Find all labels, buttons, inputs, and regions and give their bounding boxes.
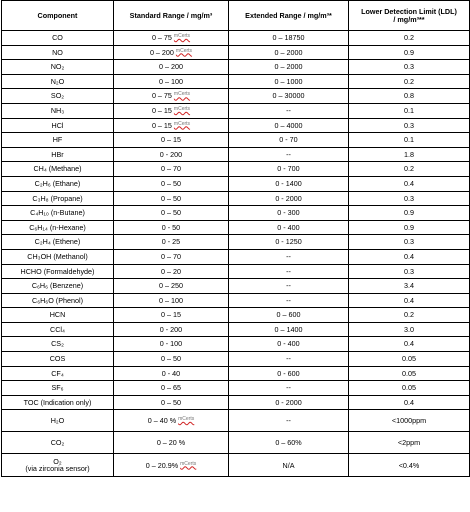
cell-standard — [114, 352, 229, 367]
cell-standard — [114, 103, 229, 118]
table-row — [2, 366, 470, 381]
mcerts-note: mCerts — [173, 33, 191, 40]
cell-extended: -- — [229, 352, 349, 367]
table-row — [2, 235, 470, 250]
table-row — [2, 176, 470, 191]
cell-component: C₃H₈ (Propane) — [2, 191, 114, 206]
cell-component: SF₆ — [2, 381, 114, 396]
cell-component: CH₃OH (Methanol) — [2, 249, 114, 264]
standard-value: 0 - 200 — [159, 324, 183, 334]
cell-component: C₂H₆ (Ethane) — [2, 176, 114, 191]
table-row — [2, 191, 470, 206]
standard-value: 0 – 70 — [161, 251, 181, 261]
standard-value: 0 – 15 — [151, 120, 172, 130]
standard-value: 0 – 50 — [161, 208, 181, 218]
table-row — [2, 89, 470, 104]
standard-value: 0 – 15 — [161, 310, 181, 320]
cell-standard — [114, 308, 229, 323]
standard-value: 0 – 20 — [161, 266, 181, 276]
header-row — [2, 1, 470, 31]
mcerts-note: mCerts — [180, 460, 197, 467]
table-row — [2, 395, 470, 410]
cell-ldl: 0.3 — [349, 118, 470, 133]
cell-extended: 0 - 1250 — [229, 235, 349, 250]
cell-component: HBr — [2, 147, 114, 162]
cell-extended: 0 - 400 — [229, 337, 349, 352]
component-o2: O₂ — [53, 456, 62, 466]
cell-component: CH₄ (Methane) — [2, 162, 114, 177]
table-row — [2, 206, 470, 221]
standard-value: 0 – 50 — [161, 193, 181, 203]
table-row — [2, 60, 470, 75]
standard-value: 0 – 100 — [159, 295, 183, 305]
cell-extended: 0 - 600 — [229, 366, 349, 381]
cell-standard — [114, 45, 229, 60]
cell-extended: 0 - 70 — [229, 133, 349, 148]
cell-component: CO₂ — [2, 432, 114, 454]
cell-extended: -- — [229, 410, 349, 432]
cell-ldl: 0.9 — [349, 206, 470, 221]
standard-value: 0 - 50 — [161, 222, 181, 232]
cell-extended: 0 – 1000 — [229, 74, 349, 89]
mcerts-note: mCerts — [173, 105, 191, 112]
cell-component: H₂O — [2, 410, 114, 432]
mcerts-note: mCerts — [178, 416, 195, 423]
cell-extended: 0 – 60% — [229, 432, 349, 454]
cell-standard — [114, 220, 229, 235]
cell-standard — [114, 31, 229, 46]
cell-extended: 0 - 1400 — [229, 176, 349, 191]
cell-component: SO₂ — [2, 89, 114, 104]
cell-extended: -- — [229, 147, 349, 162]
cell-extended: 0 - 400 — [229, 220, 349, 235]
cell-standard — [114, 432, 229, 454]
cell-component: CF₄ — [2, 366, 114, 381]
cell-extended: 0 - 2000 — [229, 395, 349, 410]
cell-ldl: 0.4 — [349, 395, 470, 410]
cell-component: NO₂ — [2, 60, 114, 75]
table-row — [2, 381, 470, 396]
cell-component: HCl — [2, 118, 114, 133]
standard-value: 0 – 70 — [161, 164, 181, 174]
cell-component: CCl₄ — [2, 322, 114, 337]
standard-value: 0 – 100 — [159, 76, 183, 86]
cell-ldl: 0.3 — [349, 235, 470, 250]
cell-extended: -- — [229, 381, 349, 396]
standard-value: 0 – 40 % — [147, 416, 177, 426]
cell-extended: 0 – 600 — [229, 308, 349, 323]
cell-standard — [114, 162, 229, 177]
standard-value: 0 – 15 — [151, 105, 172, 115]
cell-ldl: 3.4 — [349, 279, 470, 294]
cell-extended: 0 – 30000 — [229, 89, 349, 104]
cell-ldl: 0.9 — [349, 45, 470, 60]
cell-standard — [114, 293, 229, 308]
standard-value: 0 – 15 — [161, 135, 181, 145]
gas-range-table — [1, 0, 470, 477]
cell-extended: 0 – 18750 — [229, 31, 349, 46]
cell-component: NO — [2, 45, 114, 60]
cell-standard — [114, 279, 229, 294]
standard-value: 0 – 50 — [161, 354, 181, 364]
table-row — [2, 308, 470, 323]
cell-extended: -- — [229, 103, 349, 118]
cell-component: HCN — [2, 308, 114, 323]
cell-standard — [114, 191, 229, 206]
mcerts-note: mCerts — [173, 120, 191, 127]
cell-component: C₆H₁₄ (n-Hexane) — [2, 220, 114, 235]
cell-ldl: 0.05 — [349, 366, 470, 381]
cell-ldl: 0.3 — [349, 60, 470, 75]
cell-standard — [114, 381, 229, 396]
cell-component: HCHO (Formaldehyde) — [2, 264, 114, 279]
cell-standard — [114, 118, 229, 133]
table-row — [2, 352, 470, 367]
cell-extended: -- — [229, 249, 349, 264]
table-row — [2, 279, 470, 294]
cell-extended: 0 - 2000 — [229, 191, 349, 206]
cell-standard — [114, 395, 229, 410]
table-row — [2, 432, 470, 454]
cell-component — [2, 454, 114, 477]
cell-component: C₂H₄ (Ethene) — [2, 235, 114, 250]
cell-ldl: 1.8 — [349, 147, 470, 162]
cell-ldl: 0.05 — [349, 352, 470, 367]
table-row — [2, 322, 470, 337]
cell-standard — [114, 235, 229, 250]
table-row — [2, 74, 470, 89]
cell-ldl: 0.1 — [349, 103, 470, 118]
table-row — [2, 162, 470, 177]
cell-ldl: 0.2 — [349, 31, 470, 46]
standard-value: 0 – 200 — [149, 47, 174, 57]
table-row — [2, 293, 470, 308]
cell-extended: 0 - 700 — [229, 162, 349, 177]
table-row — [2, 410, 470, 432]
cell-ldl: <1000ppm — [349, 410, 470, 432]
standard-value: 0 - 200 — [159, 149, 183, 159]
cell-ldl: 0.4 — [349, 249, 470, 264]
cell-standard — [114, 410, 229, 432]
cell-standard — [114, 206, 229, 221]
cell-standard — [114, 89, 229, 104]
cell-extended: -- — [229, 279, 349, 294]
cell-standard — [114, 366, 229, 381]
cell-ldl: 0.3 — [349, 191, 470, 206]
cell-ldl: 0.4 — [349, 337, 470, 352]
standard-value: 0 – 20.9% — [145, 460, 179, 470]
cell-standard — [114, 249, 229, 264]
table-row — [2, 264, 470, 279]
cell-standard — [114, 133, 229, 148]
cell-extended: 0 – 2000 — [229, 45, 349, 60]
cell-standard — [114, 454, 229, 477]
standard-value: 0 – 75 — [151, 91, 172, 101]
standard-value: 0 – 250 — [159, 281, 183, 291]
cell-component: CS₂ — [2, 337, 114, 352]
cell-ldl: 0.9 — [349, 220, 470, 235]
cell-standard — [114, 337, 229, 352]
standard-value: 0 - 25 — [161, 237, 181, 247]
cell-extended: 0 - 300 — [229, 206, 349, 221]
cell-component: HF — [2, 133, 114, 148]
table-row — [2, 118, 470, 133]
table-row — [2, 147, 470, 162]
header-ldl-line1: Lower Detection Limit (LDL) — [361, 6, 457, 16]
table-row — [2, 103, 470, 118]
cell-extended: 0 – 1400 — [229, 322, 349, 337]
header-ldl-line2: / mg/m³** — [393, 14, 425, 24]
cell-ldl: 0.3 — [349, 264, 470, 279]
standard-value: 0 – 65 — [161, 383, 181, 393]
cell-component: C₆H₆ (Benzene) — [2, 279, 114, 294]
cell-ldl: 0.8 — [349, 89, 470, 104]
standard-value: 0 – 75 — [151, 33, 172, 43]
cell-component: TOC (Indication only) — [2, 395, 114, 410]
mcerts-note: mCerts — [175, 47, 193, 54]
cell-ldl: 0.2 — [349, 74, 470, 89]
cell-ldl: 0.1 — [349, 133, 470, 148]
cell-ldl: 0.2 — [349, 308, 470, 323]
standard-value: 0 - 100 — [159, 339, 183, 349]
mcerts-note: mCerts — [173, 91, 191, 98]
cell-component: NH₃ — [2, 103, 114, 118]
table-row — [2, 337, 470, 352]
table-row — [2, 220, 470, 235]
cell-component: C₆H₆O (Phenol) — [2, 293, 114, 308]
standard-value: 0 – 50 — [161, 178, 181, 188]
table-row — [2, 31, 470, 46]
table-row-o2 — [2, 454, 470, 477]
cell-standard — [114, 264, 229, 279]
cell-ldl: <2ppm — [349, 432, 470, 454]
standard-value: 0 – 200 — [159, 62, 183, 72]
table-body — [2, 31, 470, 477]
table-row — [2, 249, 470, 264]
cell-extended: 0 – 4000 — [229, 118, 349, 133]
cell-standard — [114, 74, 229, 89]
cell-ldl: 0.05 — [349, 381, 470, 396]
cell-ldl: <0.4% — [349, 454, 470, 477]
cell-ldl: 0.4 — [349, 176, 470, 191]
component-o2-note: (via zirconia sensor) — [25, 464, 90, 474]
cell-component: N₂O — [2, 74, 114, 89]
cell-extended: -- — [229, 264, 349, 279]
header-standard-range: Standard Range / mg/m³ — [114, 1, 229, 31]
standard-value: 0 – 20 % — [156, 438, 186, 448]
cell-ldl: 3.0 — [349, 322, 470, 337]
cell-extended: 0 – 2000 — [229, 60, 349, 75]
cell-standard — [114, 322, 229, 337]
table-row — [2, 133, 470, 148]
table-row — [2, 45, 470, 60]
cell-component: COS — [2, 352, 114, 367]
cell-ldl: 0.2 — [349, 162, 470, 177]
cell-extended: N/A — [229, 454, 349, 477]
standard-value: 0 - 40 — [161, 368, 181, 378]
header-extended-range: Extended Range / mg/m³* — [229, 1, 349, 31]
cell-standard — [114, 176, 229, 191]
cell-component: C₄H₁₀ (n-Butane) — [2, 206, 114, 221]
cell-extended: -- — [229, 293, 349, 308]
cell-standard — [114, 147, 229, 162]
standard-value: 0 – 50 — [161, 397, 181, 407]
cell-standard — [114, 60, 229, 75]
header-component: Component — [2, 1, 114, 31]
header-ldl — [349, 1, 470, 31]
cell-component: CO — [2, 31, 114, 46]
cell-ldl: 0.4 — [349, 293, 470, 308]
